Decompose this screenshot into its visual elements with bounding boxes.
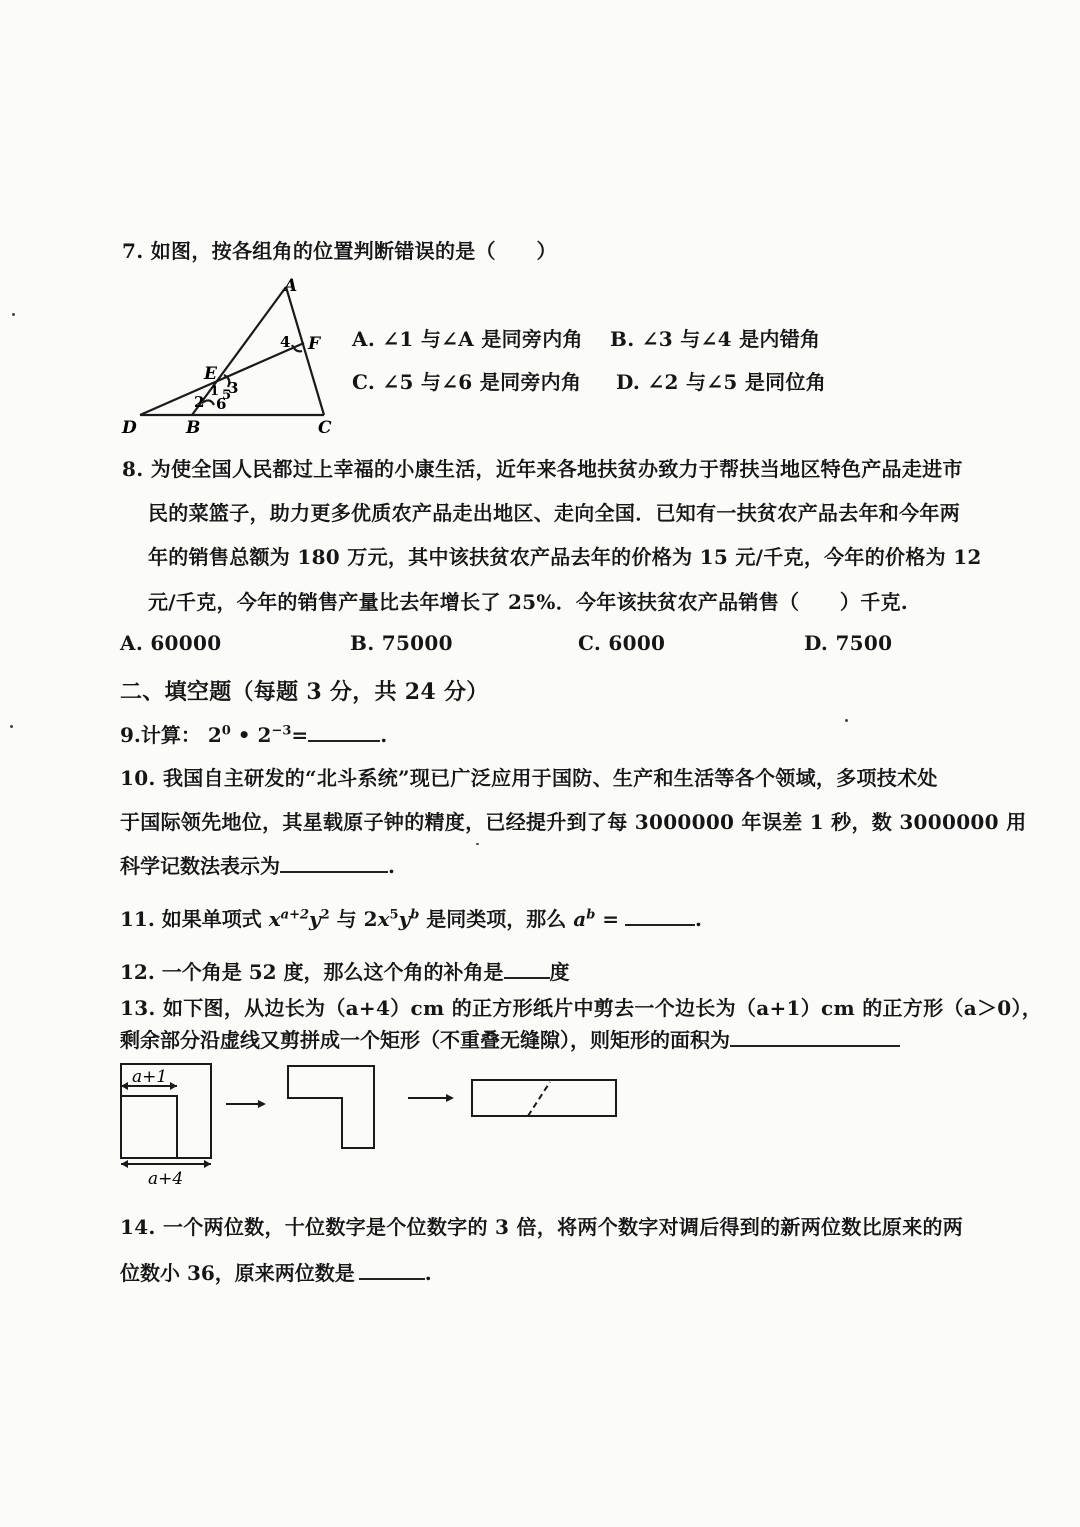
q11-y-exp: 2 bbox=[320, 907, 330, 923]
q7-option-c: C. ∠5 与∠6 是同旁内角 bbox=[352, 370, 582, 394]
section-2-title: 二、填空题（每题 3 分，共 24 分） bbox=[120, 679, 489, 705]
q14-end: . bbox=[424, 1261, 432, 1285]
q11-answer-blank[interactable] bbox=[625, 904, 695, 926]
scan-speck bbox=[12, 313, 15, 316]
label-a: A bbox=[284, 276, 298, 296]
q12 bbox=[120, 956, 570, 985]
scan-speck bbox=[476, 843, 479, 845]
arrowhead-top-right bbox=[170, 1082, 177, 1090]
q12-prefix: 12. 一个角是 52 度，那么这个角的补角是 bbox=[120, 960, 504, 984]
q11-a-exp: b bbox=[586, 907, 596, 923]
q13-answer-blank[interactable] bbox=[730, 1025, 900, 1047]
label-f: F bbox=[308, 334, 321, 354]
q8-line-2: 民的菜篮子，助力更多优质农产品走出地区、走向全国．已知有一扶贫农产品去年和今年两 bbox=[148, 501, 960, 525]
q11-end: . bbox=[695, 907, 702, 931]
label-c: C bbox=[318, 418, 332, 438]
result-rectangle bbox=[472, 1080, 616, 1116]
q9-dot: • bbox=[230, 723, 258, 747]
q13-line-1: 13. 如下图，从边长为（a+4）cm 的正方形纸片中剪去一个边长为（a+1）cm 的正方形（a＞0）， bbox=[120, 996, 1043, 1020]
dashed-cut-line bbox=[528, 1082, 550, 1116]
q13-cut-figure bbox=[110, 1058, 640, 1190]
q14-line-2 bbox=[120, 1257, 432, 1286]
q10-line-3-text: 科学记数法表示为 bbox=[120, 854, 280, 878]
q11-x: x bbox=[268, 907, 281, 931]
q11-a: a bbox=[573, 907, 587, 931]
cut-square bbox=[121, 1096, 177, 1158]
q8-option-b: B. 75000 bbox=[350, 631, 453, 655]
q11 bbox=[120, 903, 702, 932]
q8-option-d: D. 7500 bbox=[804, 631, 893, 655]
q9-end: . bbox=[380, 723, 388, 747]
q9 bbox=[120, 719, 387, 748]
label-3: 3 bbox=[228, 379, 239, 397]
arrowhead-top-left bbox=[121, 1082, 128, 1090]
label-a-plus-1: a+1 bbox=[132, 1067, 168, 1087]
arrowhead-1 bbox=[258, 1100, 266, 1108]
scan-speck bbox=[845, 719, 848, 722]
q9-exp-2: −3 bbox=[271, 723, 292, 739]
q9-base-2: 2 bbox=[257, 723, 272, 747]
label-d: D bbox=[122, 418, 137, 438]
q11-y: y bbox=[309, 907, 321, 931]
q8-line-4: 元/千克，今年的销售产量比去年增长了 25%．今年该扶贫农产品销售（ ）千克. bbox=[148, 590, 909, 614]
q9-exp-1: 0 bbox=[221, 723, 231, 739]
q14-line-1: 14. 一个两位数，十位数字是个位数字的 3 倍，将两个数字对调后得到的新两位数比原来的两 bbox=[120, 1215, 964, 1239]
q7-stem: 7. 如图，按各组角的位置判断错误的是（ ） bbox=[122, 239, 557, 263]
q9-base-1: 2 bbox=[207, 723, 222, 747]
line-ba bbox=[192, 287, 286, 415]
q8-option-a: A. 60000 bbox=[120, 631, 222, 655]
q7-option-a: A. ∠1 与∠A 是同旁内角 bbox=[352, 327, 583, 351]
label-b: B bbox=[186, 418, 201, 438]
label-2: 2 bbox=[194, 393, 205, 411]
q8-line-1: 8. 为使全国人民都过上幸福的小康生活，近年来各地扶贫办致力于帮扶当地区特色产品走进市 bbox=[122, 457, 963, 481]
label-1: 1 bbox=[210, 384, 220, 399]
label-6: 6 bbox=[216, 395, 227, 413]
label-a-plus-4: a+4 bbox=[148, 1169, 184, 1189]
arrowhead-2 bbox=[446, 1094, 454, 1102]
label-e: E bbox=[204, 364, 217, 384]
q10-end: . bbox=[388, 854, 395, 878]
q10-answer-blank[interactable] bbox=[280, 851, 388, 873]
q8-option-c: C. 6000 bbox=[578, 631, 666, 655]
label-5: 5 bbox=[222, 388, 232, 403]
q11-y2-exp: b bbox=[410, 907, 420, 923]
q8-line-3: 年的销售总额为 180 万元，其中该扶贫农产品去年的价格为 15 元/千克，今年的价格为 12 bbox=[148, 545, 982, 569]
label-4: 4 bbox=[280, 333, 291, 351]
q7-triangle-figure bbox=[118, 275, 348, 440]
q11-eq: = bbox=[595, 907, 620, 931]
q12-suffix: 度 bbox=[549, 960, 570, 984]
q11-mid2: 是同类项，那么 bbox=[419, 907, 574, 931]
q10-line-1: 10. 我国自主研发的“北斗系统”现已广泛应用于国防、生产和生活等各个领域，多项技术处 bbox=[120, 766, 938, 790]
q10-line-2: 于国际领先地位，其星载原子钟的精度，已经提升到了每 3000000 年误差 1 秒，数 3000000 用 bbox=[120, 810, 1027, 834]
arrowhead-bottom-right bbox=[204, 1160, 211, 1168]
q11-x-exp: a+2 bbox=[280, 907, 310, 923]
q11-x2: x bbox=[377, 907, 390, 931]
q9-prefix: 9.计算： bbox=[120, 723, 201, 747]
q13-line-2 bbox=[120, 1024, 900, 1053]
q11-y2: y bbox=[398, 907, 411, 931]
q11-coef: 2 bbox=[363, 907, 378, 931]
q11-mid: 与 bbox=[329, 907, 364, 931]
q7-option-b: B. ∠3 与∠4 是内错角 bbox=[610, 327, 821, 351]
q14-line-2-text: 位数小 36，原来两位数是 bbox=[120, 1261, 355, 1285]
l-shape bbox=[288, 1066, 374, 1148]
q9-eq: = bbox=[291, 723, 309, 747]
q12-answer-blank[interactable] bbox=[504, 957, 550, 979]
arrowhead-bottom-left bbox=[121, 1160, 128, 1168]
q11-prefix: 11. 如果单项式 bbox=[120, 907, 269, 931]
scan-speck bbox=[10, 725, 13, 728]
q11-x2-exp: 5 bbox=[389, 907, 399, 923]
q10-line-3 bbox=[120, 850, 395, 879]
q14-answer-blank[interactable] bbox=[359, 1258, 425, 1280]
q9-answer-blank[interactable] bbox=[308, 720, 380, 742]
q7-option-d: D. ∠2 与∠5 是同位角 bbox=[616, 370, 827, 394]
q13-line-2-text: 剩余部分沿虚线又剪拼成一个矩形（不重叠无缝隙），则矩形的面积为 bbox=[120, 1028, 730, 1052]
